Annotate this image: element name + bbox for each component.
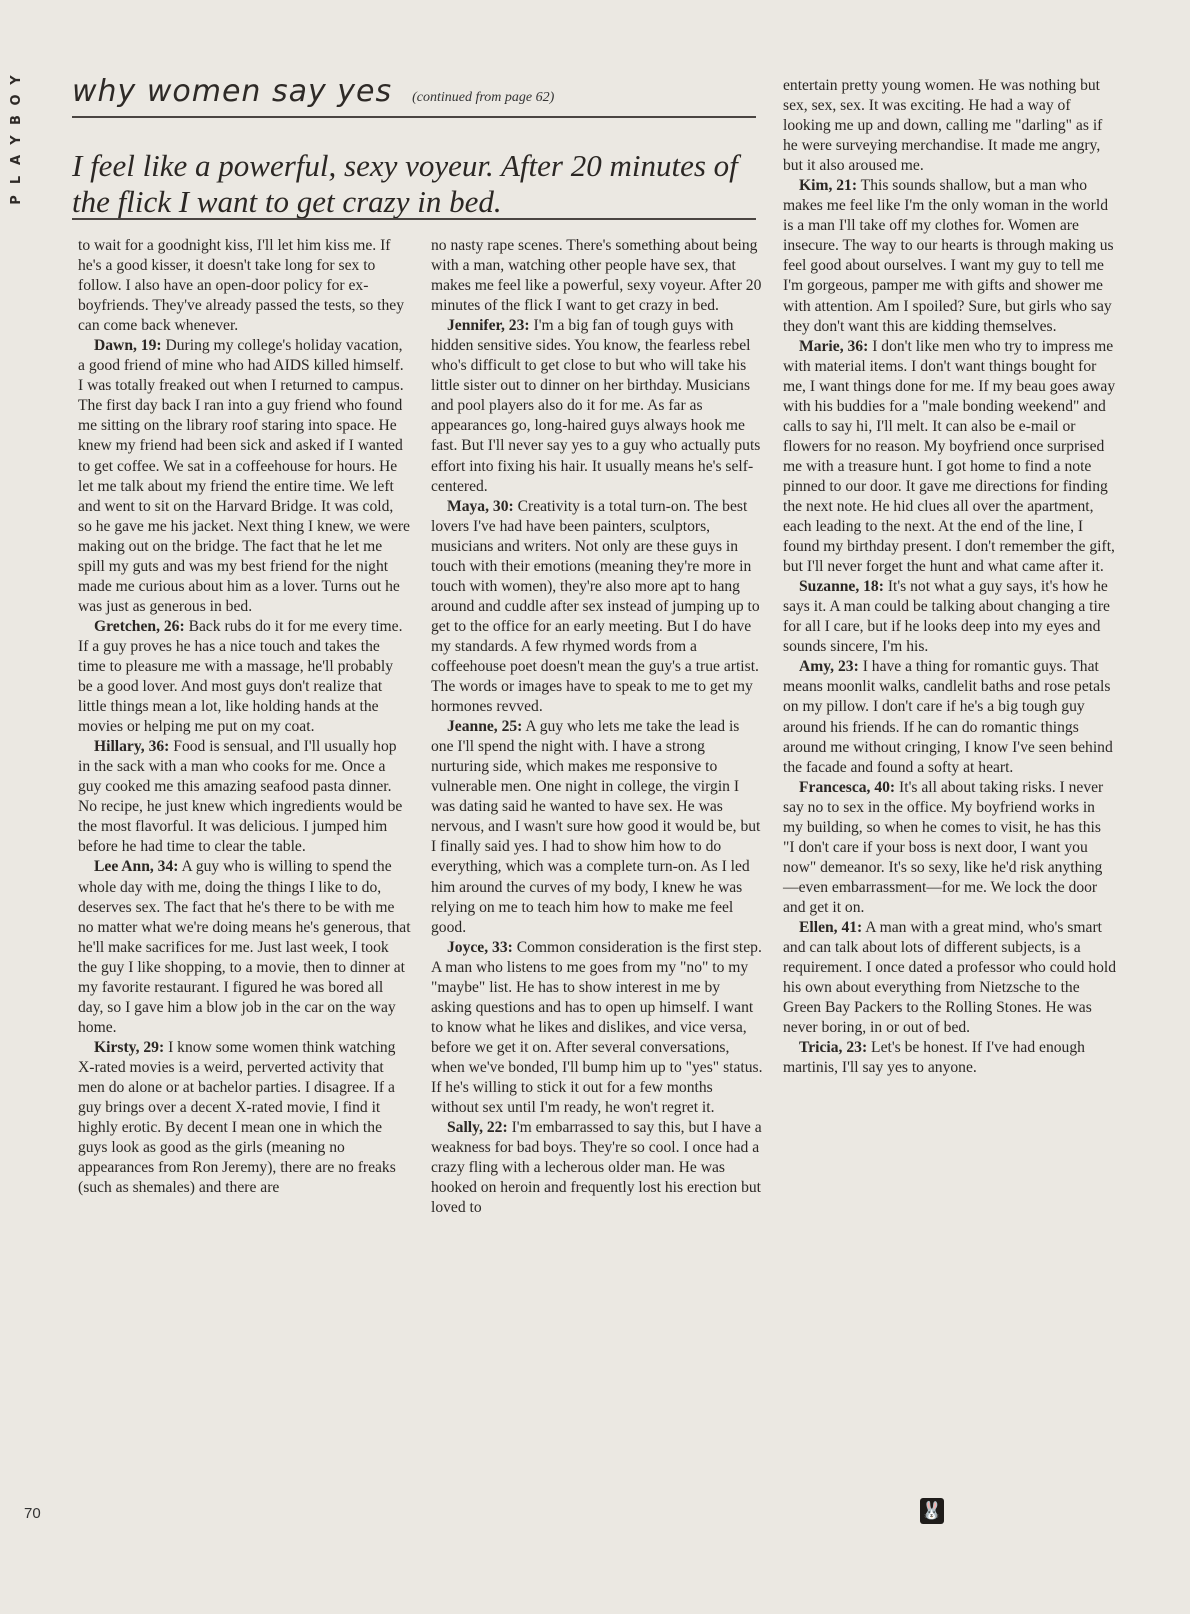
respondent-name: Sally, 22: xyxy=(447,1119,508,1137)
paragraph xyxy=(431,316,764,496)
magazine-letter: Y xyxy=(9,135,24,145)
paragraph-text: I'm embarrassed to say this, but I have a weakness for bad boys. They're so cool. I once had a crazy fling with a lecherous older man. He was hooked on heroin and frequently lost his erection but loved to xyxy=(431,1119,762,1217)
paragraph-text: Creativity is a total turn-on. The best lovers I've had have been painters, sculptors, musicians and writers. Not only are these guys in touch with their emotions (meaning they're more in touch with women), they're also more apt to hang around and cuddle after sex instead of jumping up to get to the office for an early meeting. But I do have my standards. A few rhymed words from a coffeehouse poet doesn't mean the guy's a true artist. The words or images have to speak to me to get my hormones revved. xyxy=(431,497,760,716)
text-column-1 xyxy=(78,236,411,1198)
respondent-name: Maya, 30: xyxy=(447,497,514,515)
magazine-letter: Y xyxy=(9,75,24,85)
magazine-letter: L xyxy=(9,175,24,185)
paragraph-text: This sounds shallow, but a man who makes me feel like I'm the only woman in the world is a man I'll take off my clothes for. Women are insecure. The way to our hearts is through making us feel good about ourselves. I want my guy to tell me I'm gorgeous, pamper me with gifts and shower me with attention. Am I spoiled? Sure, but girls who say they don't want this are kidding themselves. xyxy=(783,177,1114,335)
divider-rule xyxy=(72,218,756,220)
text-column-2 xyxy=(431,236,764,1218)
bunny-logo-icon: 🐰 xyxy=(920,1498,944,1524)
respondent-name: Dawn, 19: xyxy=(94,337,162,355)
respondent-name: Kim, 21: xyxy=(799,177,858,195)
paragraph xyxy=(431,938,764,1118)
paragraph-text: to wait for a goodnight kiss, I'll let him kiss me. If he's a good kisser, it doesn't take long for sex to follow. I also have an open-door policy for ex-boyfriends. They've already passed the tests, so they can come back whenever. xyxy=(78,237,405,335)
article-title: why women say yes xyxy=(72,74,393,109)
paragraph xyxy=(78,857,411,1037)
paragraph xyxy=(431,497,764,718)
magazine-letter: B xyxy=(9,115,24,125)
paragraph-text: entertain pretty young women. He was nothing but sex, sex, sex. It was exciting. He had a way of looking me up and down, calling me "darling" as if he were surveying merchandise. It made me angry, but it also aroused me. xyxy=(783,77,1103,175)
paragraph xyxy=(431,236,764,316)
magazine-letter: O xyxy=(9,94,24,106)
paragraph xyxy=(783,657,1116,777)
paragraph xyxy=(431,1118,764,1218)
respondent-name: Suzanne, 18: xyxy=(799,578,884,596)
article-header xyxy=(72,74,756,118)
paragraph-text: A guy who lets me take the lead is one I'll spend the night with. I have a strong nurturing side, which makes me responsive to vulnerable men. One night in college, the virgin I was dating said he wanted to have sex. He was nervous, and I wasn't sure how good it would be, but I finally said yes. I had to show him how to do everything, which was a complete turn-on. As I led him around the curves of my body, I knew he was relying on me to teach him how to make me feel good. xyxy=(431,718,761,936)
paragraph-text: During my college's holiday vacation, a good friend of mine who had AIDS killed himself. I was totally freaked out when I returned to campus. The first day back I ran into a guy friend who found me sitting on the library roof staring into space. He knew my friend had been sick and asked if I wanted to get coffee. We sat in a coffeehouse for hours. He let me talk about my friend the entire time. We left and went to sit on the Harvard Bridge. It was cold, so he gave me his jacket. Next thing I knew, we were making out on the bridge. The fact that he let me spill my guts and was my best friend for the night made me curious about him as a lover. Turns out he was just as generous in bed. xyxy=(78,337,410,615)
pull-quote: I feel like a powerful, sexy voyeur. After 20 minutes of the flick I want to get crazy in bed. xyxy=(72,148,738,219)
paragraph-text: It's not what a guy says, it's how he says it. A man could be talking about changing a tire for all I care, but if he looks deep into my eyes and sounds sincere, I'm his. xyxy=(783,578,1110,656)
paragraph-text: I know some women think watching X-rated movies is a weird, perverted activity that men do alone or at bachelor parties. I disagree. If a guy brings over a decent X-rated movie, I find it highly erotic. By decent I mean one in which the guys look as good as the girls (meaning no appearances from Ron Jeremy), there are no freaks (such as shemales) and there are xyxy=(78,1038,396,1197)
paragraph-text: A man with a great mind, who's smart and can talk about lots of different subjects, is a requirement. I once dated a professor who could hold his own about everything from Nietzsche to the Green Bay Packers to the Rolling Stones. He was never boring, in or out of bed. xyxy=(783,918,1116,1037)
respondent-name: Gretchen, 26: xyxy=(94,617,185,635)
respondent-name: Amy, 23: xyxy=(799,658,859,676)
paragraph xyxy=(783,337,1116,578)
respondent-name: Marie, 36: xyxy=(799,337,869,355)
paragraph-text: Back rubs do it for me every time. If a guy proves he has a nice touch and takes the time to pleasure me with a massage, he'll probably be a good lover. And most guys don't realize that little things mean a lot, like holding hands at the movies or helping me put on my coat. xyxy=(78,617,403,736)
respondent-name: Jennifer, 23: xyxy=(447,317,530,335)
respondent-name: Hillary, 36: xyxy=(94,738,170,756)
respondent-name: Kirsty, 29: xyxy=(94,1038,165,1056)
paragraph-text: I'm a big fan of tough guys with hidden sensitive sides. You know, the fearless rebel who's difficult to get close to but who will take his little sister out to dinner on her birthday. Musicians and pool players also do it for me. As far as appearances go, long-haired guys always hook me fast. But I'll never say yes to a guy who actually puts effort into fixing his hair. It usually means he's self-centered. xyxy=(431,317,761,495)
paragraph-text: A guy who is willing to spend the whole day with me, doing the things I like to do, deserves sex. The fact that he's there to be with me no matter what we're doing means he's generous, that he'll make sacrifices for me. Just last week, I took the guy I like shopping, to a movie, then to dinner at my favorite restaurant. I figured he was bored all day, so I gave him a blow job in the car on the way home. xyxy=(78,858,411,1036)
paragraph xyxy=(783,1038,1116,1078)
respondent-name: Tricia, 23: xyxy=(799,1039,868,1057)
paragraph xyxy=(783,778,1116,918)
paragraph xyxy=(783,918,1116,1038)
respondent-name: Jeanne, 25: xyxy=(447,718,523,736)
paragraph xyxy=(783,577,1116,657)
paragraph-text: Common consideration is the first step. A man who listens to me goes from my "no" to my "maybe" list. He has to show interest in me by asking questions and has to open up himself. I want to know what he likes and dislikes, and vice versa, before we get it on. After several conversations, when we've bonded, I'll bump him up to "yes" status. If he's willing to stick it out for a few months without sex until I'm ready, he won't regret it. xyxy=(431,938,763,1117)
text-column-3 xyxy=(783,76,1116,1078)
page-number: 70 xyxy=(24,1505,41,1522)
respondent-name: Francesca, 40: xyxy=(799,778,896,796)
paragraph-text: It's all about taking risks. I never say no to sex in the office. My boyfriend works in my building, so when he comes to visit, he has this "I don't care if your boss is next door, I want you now" demeanor. It's so sexy, like he'd risk anything—even embarrassment—for me. We lock the door and get it on. xyxy=(783,778,1104,916)
paragraph xyxy=(78,336,411,617)
continued-note: (continued from page 62) xyxy=(412,90,555,105)
magazine-letter: P xyxy=(9,195,24,205)
respondent-name: Lee Ann, 34: xyxy=(94,858,179,876)
paragraph xyxy=(783,76,1116,176)
paragraph xyxy=(78,737,411,857)
paragraph-text: no nasty rape scenes. There's something about being with a man, watching other people have sex, that makes me feel like a powerful, sexy voyeur. After 20 minutes of the flick I want to get crazy in bed. xyxy=(431,237,762,315)
magazine-name-vertical xyxy=(6,70,28,210)
respondent-name: Joyce, 33: xyxy=(447,938,513,956)
paragraph-text: Let's be honest. If I've had enough martinis, I'll say yes to anyone. xyxy=(783,1039,1085,1077)
respondent-name: Ellen, 41: xyxy=(799,918,863,936)
paragraph-text: I don't like men who try to impress me with material items. I don't want things bought for me, I want things done for me. If my beau goes away with his buddies for a "male bonding weekend" and calls to say hi, I'll melt. It can also be e-mail or flowers for no reason. My boyfriend once surprised me with a treasure hunt. I got home to find a note pinned to our door. It gave me directions for finding the next note. He hid clues all over the apartment, each leading to the next. At the end of the line, I found my birthday present. I don't remember the gift, but I'll never forget the hunt and what came after it. xyxy=(783,337,1116,576)
paragraph-text: Food is sensual, and I'll usually hop in the sack with a man who cooks for me. Once a guy cooked me this amazing seafood pasta dinner. No recipe, he just knew which ingredients would be the most flavorful. It was delicious. I jumped him before he had time to clear the table. xyxy=(78,738,403,856)
paragraph xyxy=(78,617,411,737)
magazine-letter: A xyxy=(9,154,24,166)
paragraph xyxy=(78,236,411,336)
paragraph xyxy=(431,717,764,938)
paragraph xyxy=(78,1038,411,1198)
paragraph xyxy=(783,176,1116,336)
paragraph-text: I have a thing for romantic guys. That means moonlit walks, candlelit baths and rose petals on my pillow. I don't care if he's a big tough guy around his friends. If he can do romantic things around me without cringing, I know I've seen behind the facade and found a softy at heart. xyxy=(783,658,1113,776)
